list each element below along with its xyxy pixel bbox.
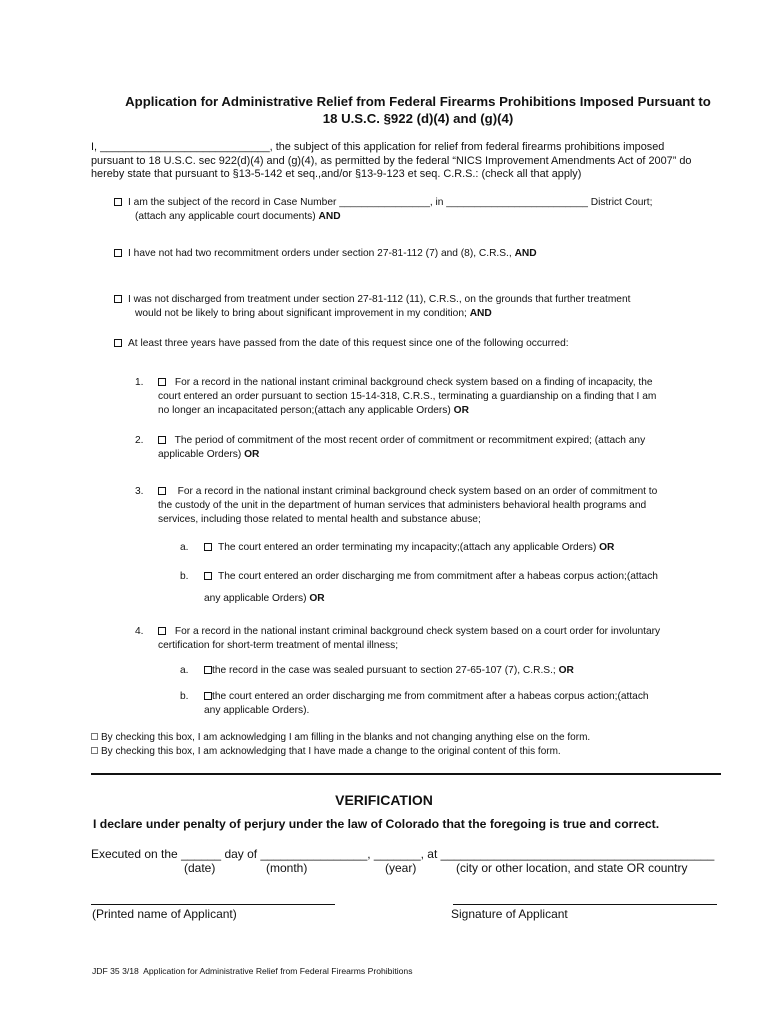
title-line-2: 18 U.S.C. §922 (d)(4) and (g)(4) (322, 111, 514, 126)
sub-3a-text: The court entered an order terminating my incapacity;(attach any applicable Orders) (218, 542, 597, 553)
case-conj: AND (318, 211, 341, 222)
printed-name-label: (Printed name of Applicant) (92, 907, 237, 921)
sub-1-line-2: court entered an order pursuant to section 15-14-318, C.R.S., terminating a guardianship on a finding that I am (158, 391, 657, 402)
signature-label: Signature of Applicant (451, 907, 568, 921)
sub-4a-checkbox[interactable] (204, 666, 212, 674)
sub-3a-conj: OR (599, 542, 615, 553)
sub-4b-checkbox[interactable] (204, 692, 212, 700)
item-case-number (114, 196, 734, 224)
intro-line-1: I, ____________________________, the subject of this application for relief from federal firearms prohibitions imposed (91, 141, 665, 153)
sub-4a-conj: OR (558, 665, 574, 676)
sub-3b-letter: b. (180, 571, 189, 582)
item-recommitment (114, 247, 734, 261)
sub-1-line-3: no longer an incapacitated person;(attach any applicable Orders) (158, 405, 451, 416)
sub-2-checkbox[interactable] (158, 436, 166, 444)
sub-3-number: 3. (135, 486, 144, 497)
sub-item-4 (135, 625, 735, 653)
intro-paragraph (91, 141, 731, 182)
sub-item-1 (135, 376, 735, 418)
form-footer (92, 966, 413, 976)
footer-form-title: Application for Administrative Relief from Federal Firearms Prohibitions (143, 966, 413, 976)
three-years-line-1: At least three years have passed from the date of this request since one of the following occurred: (128, 338, 569, 349)
sub-3b-line-1: The court entered an order discharging me from commitment after a habeas corpus action;(attach (218, 571, 658, 582)
recommit-line-1: I have not had two recommitment orders under section 27-81-112 (7) and (8), C.R.S., (128, 248, 512, 259)
sub-1-line-1: For a record in the national instant criminal background check system based on a finding of incapacity, the (174, 377, 653, 388)
year-label: (year) (385, 861, 417, 875)
sub-4a-text: the record in the case was sealed pursuant to section 27-65-107 (7), C.R.S.; (212, 665, 556, 676)
sub-2-line-1: The period of commitment of the most recent order of commitment or recommitment expired; (attach any (174, 435, 646, 446)
sub-3a-letter: a. (180, 542, 189, 553)
case-line-1: I am the subject of the record in Case Number ________________, in _________________________ District Court; (128, 197, 653, 208)
sub-4b-line-1: the court entered an order discharging me from commitment after a habeas corpus action;(attach (212, 691, 649, 702)
location-label: (city or other location, and state OR country (456, 861, 688, 875)
sub-3b-checkbox[interactable] (204, 572, 212, 580)
executed-line: Executed on the ______ day of ________________, _______, at _________________________________________ (91, 847, 715, 861)
date-label: (date) (184, 861, 216, 875)
sub-2-conj: OR (244, 449, 260, 460)
ack-no-change-checkbox[interactable] (91, 733, 98, 740)
recommit-conj: AND (514, 248, 537, 259)
sub-4-line-1: For a record in the national instant criminal background check system based on a court order for involuntary (174, 626, 661, 637)
sub-3a-checkbox[interactable] (204, 543, 212, 551)
case-checkbox[interactable] (114, 198, 122, 206)
intro-line-2: pursuant to 18 U.S.C. sec 922(d)(4) and (g)(4), as permitted by the federal “NICS Improvement Amendments Act of 2007” do (91, 154, 692, 167)
discharged-line-1: I was not discharged from treatment under section 27-81-112 (11), C.R.S., on the grounds that further treatment (128, 294, 631, 305)
printed-name-line[interactable] (91, 904, 335, 905)
sub-3-line-2: the custody of the unit in the department of human services that administers behavioral health programs and (158, 500, 647, 511)
sub-3-checkbox[interactable] (158, 487, 166, 495)
sub-3-line-1: For a record in the national instant criminal background check system based on an order of commitment to (177, 486, 658, 497)
item-discharged (114, 293, 734, 321)
three-years-checkbox[interactable] (114, 339, 122, 347)
sub-3-line-3: services, including those related to mental health and substance abuse; (158, 514, 481, 525)
sub-4b-line-2: any applicable Orders). (204, 705, 310, 716)
declaration-text: I declare under penalty of perjury under the law of Colorado that the foregoing is true and correct. (93, 817, 660, 831)
sub-1-number: 1. (135, 377, 144, 388)
acknowledgements (91, 731, 731, 759)
discharged-line-2: would not be likely to bring about significant improvement in my condition; (135, 308, 467, 319)
form-title (100, 93, 736, 127)
signature-line[interactable] (453, 904, 717, 905)
verification-heading: VERIFICATION (335, 792, 433, 808)
sub-item-4a (180, 664, 730, 678)
section-divider (91, 773, 721, 775)
item-three-years (114, 337, 734, 351)
sub-4b-letter: b. (180, 691, 189, 702)
ack-changed-checkbox[interactable] (91, 747, 98, 754)
month-label: (month) (266, 861, 308, 875)
sub-3b-line-2: any applicable Orders) (204, 593, 307, 604)
sub-1-conj: OR (453, 405, 469, 416)
sub-2-line-2: applicable Orders) (158, 449, 242, 460)
title-line-1: Application for Administrative Relief from Federal Firearms Prohibitions Imposed Pursuant to (125, 94, 711, 109)
discharged-checkbox[interactable] (114, 295, 122, 303)
intro-line-3: hereby state that pursuant to §13-5-142 et seq.,and/or §13-9-123 et seq. C.R.S.: (check all that apply) (91, 168, 582, 181)
sub-4-number: 4. (135, 626, 144, 637)
recommit-checkbox[interactable] (114, 249, 122, 257)
footer-form-id: JDF 35 3/18 (92, 966, 139, 976)
ack-changed-text: By checking this box, I am acknowledging that I have made a change to the original content of this form. (101, 746, 561, 757)
sub-item-3 (135, 485, 735, 527)
sub-item-3a (180, 541, 730, 555)
sub-2-number: 2. (135, 435, 144, 446)
sub-3b-conj: OR (309, 593, 325, 604)
sub-item-4b (180, 690, 730, 718)
sub-item-3b (180, 566, 730, 610)
sub-4-checkbox[interactable] (158, 627, 166, 635)
sub-4a-letter: a. (180, 665, 189, 676)
ack-no-change-text: By checking this box, I am acknowledging I am filling in the blanks and not changing anything else on the form. (101, 732, 591, 743)
case-line-2: (attach any applicable court documents) (135, 211, 316, 222)
sub-1-checkbox[interactable] (158, 378, 166, 386)
discharged-conj: AND (469, 308, 492, 319)
sub-4-line-2: certification for short-term treatment of mental illness; (158, 640, 399, 651)
sub-item-2 (135, 434, 735, 462)
